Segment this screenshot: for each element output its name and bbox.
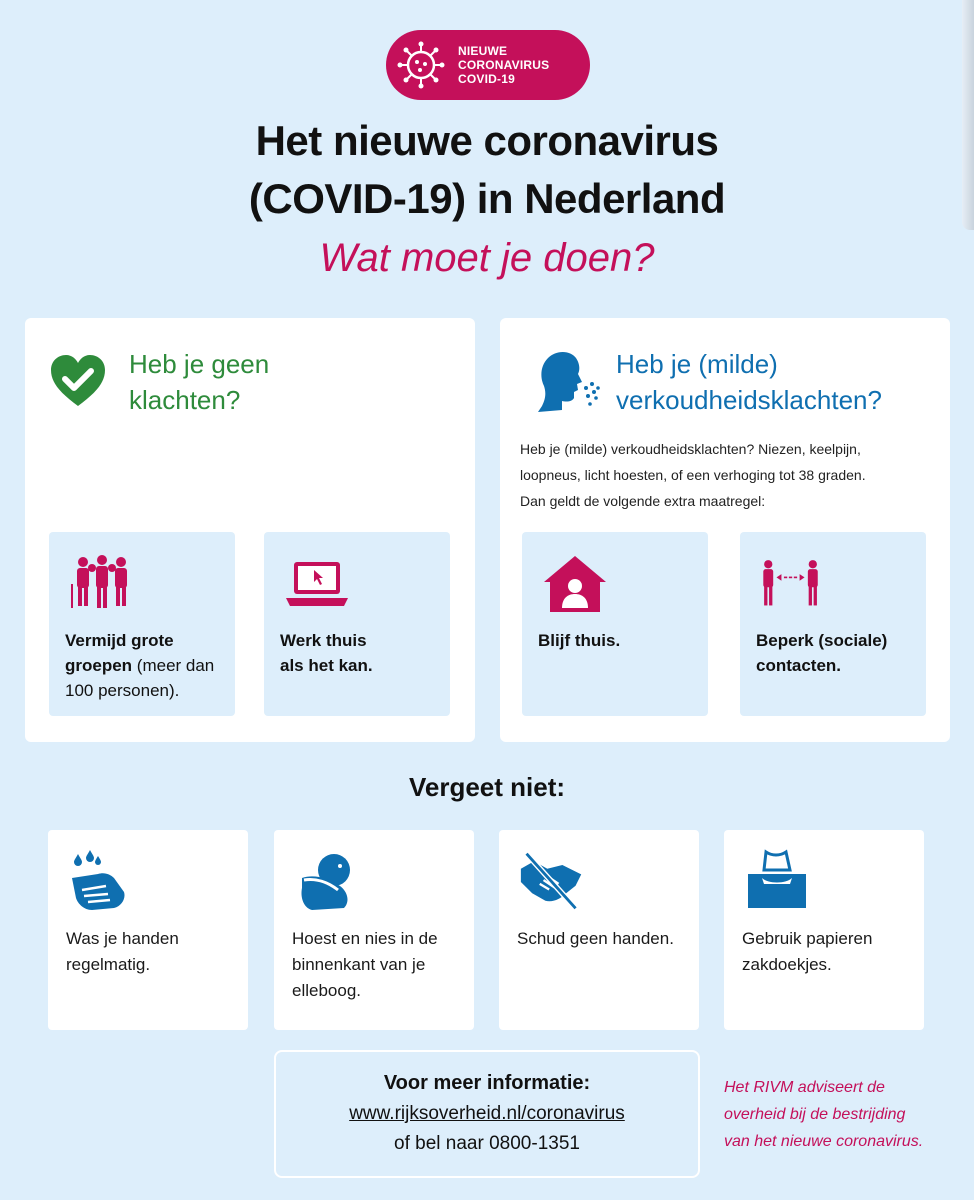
tile-work-home xyxy=(264,532,450,716)
tile-label xyxy=(538,628,698,653)
badge-text xyxy=(458,44,549,86)
panel-no-symptoms xyxy=(25,318,475,742)
card-line: Gebruik papieren xyxy=(742,929,873,948)
heading-line: Heb je (milde) xyxy=(616,349,778,379)
panel-cold-symptoms xyxy=(500,318,950,742)
tile-bold: Beperk (sociale) xyxy=(756,631,888,650)
badge-line: NIEUWE xyxy=(458,44,508,58)
info-box xyxy=(274,1050,700,1178)
tile-text: 100 personen). xyxy=(65,681,180,700)
tissue-box-icon xyxy=(744,848,810,914)
tile-bold: Blijf thuis. xyxy=(538,631,621,650)
card-cough-elbow xyxy=(274,830,474,1030)
covid-badge xyxy=(386,30,590,100)
tile-label xyxy=(756,628,916,678)
tile-label xyxy=(65,628,225,703)
card-line: elleboog. xyxy=(292,981,362,1000)
card-line: Was je handen xyxy=(66,929,179,948)
card-label xyxy=(742,926,914,978)
cough-elbow-icon xyxy=(294,848,360,914)
badge-line: COVID-19 xyxy=(458,72,515,86)
card-no-handshake xyxy=(499,830,699,1030)
tile-bold: groepen xyxy=(65,656,133,675)
card-line: Schud geen handen. xyxy=(517,929,674,948)
no-handshake-icon xyxy=(519,848,585,914)
info-url-link[interactable]: www.rijksoverheid.nl/coronavirus xyxy=(349,1103,625,1124)
sneeze-icon xyxy=(532,348,602,414)
panel-heading xyxy=(129,346,269,418)
card-line: zakdoekjes. xyxy=(742,955,832,974)
symptoms-description xyxy=(520,436,930,514)
card-line: binnenkant van je xyxy=(292,955,426,974)
info-phone: of bel naar 0800-1351 xyxy=(394,1133,580,1154)
rivm-line: van het nieuwe coronavirus. xyxy=(724,1133,924,1150)
tile-bold: Werk thuis xyxy=(280,631,367,650)
tile-stay-home xyxy=(522,532,708,716)
tile-label xyxy=(280,628,440,678)
card-tissues xyxy=(724,830,924,1030)
card-label xyxy=(66,926,238,978)
home-person-icon xyxy=(542,554,608,614)
laptop-icon xyxy=(284,554,350,614)
heart-check-icon xyxy=(49,352,107,410)
info-heading: Voor meer informatie: xyxy=(383,1072,591,1094)
badge-line: CORONAVIRUS xyxy=(458,58,550,72)
page-subtitle: Wat moet je doen? xyxy=(319,236,655,280)
desc-line: Dan geldt de volgende extra maatregel: xyxy=(520,493,766,509)
reminders-heading: Vergeet niet: xyxy=(408,772,566,802)
heading-line: klachten? xyxy=(129,385,241,415)
tile-bold: contacten. xyxy=(756,656,842,675)
card-label xyxy=(517,926,689,952)
distance-icon xyxy=(760,554,826,614)
wash-hands-icon xyxy=(68,848,134,914)
title-line: Het nieuwe coronavirus xyxy=(255,117,719,164)
rivm-line: overheid bij de bestrijding xyxy=(724,1106,906,1123)
desc-line: Heb je (milde) verkoudheidsklachten? Niezen, keelpijn, xyxy=(520,441,861,457)
tile-avoid-groups xyxy=(49,532,235,716)
rivm-note xyxy=(724,1074,944,1155)
tile-bold: als het kan. xyxy=(280,656,373,675)
card-line: regelmatig. xyxy=(66,955,151,974)
tile-text: (meer dan xyxy=(132,656,215,675)
heading-line: Heb je geen xyxy=(129,349,270,379)
title-line: (COVID-19) in Nederland xyxy=(248,175,726,222)
page-title xyxy=(0,112,974,228)
heading-line: verkoudheidsklachten? xyxy=(616,385,882,415)
tile-bold: Vermijd grote xyxy=(65,631,174,650)
rivm-line: Het RIVM adviseert de xyxy=(724,1079,885,1096)
virus-icon xyxy=(396,40,446,90)
card-wash-hands xyxy=(48,830,248,1030)
group-icon xyxy=(69,554,135,614)
tile-limit-contacts xyxy=(740,532,926,716)
panel-heading xyxy=(616,346,882,418)
card-line: Hoest en nies in de xyxy=(292,929,438,948)
desc-line: loopneus, licht hoesten, of een verhoging tot 38 graden. xyxy=(520,467,866,483)
card-label xyxy=(292,926,464,1004)
